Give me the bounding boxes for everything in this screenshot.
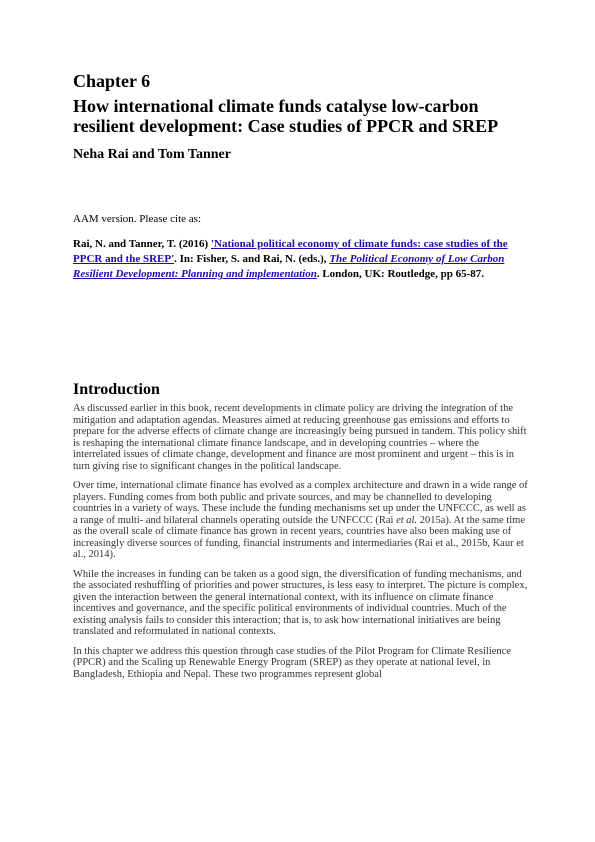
citation-suffix: . London, UK: Routledge, pp 65-87.: [316, 268, 485, 280]
et-al: et al.: [396, 514, 418, 526]
chapter-number: Chapter 6: [73, 71, 151, 91]
aam-note: AAM version. Please cite as:: [73, 213, 201, 225]
paragraph: [73, 480, 529, 561]
citation: [73, 237, 538, 282]
authors: Neha Rai and Tom Tanner: [73, 147, 231, 162]
citation-middle: . In: Fisher, S. and Rai, N. (eds.),: [174, 253, 330, 265]
book-citation-link[interactable]: The Political Economy of Low Carbon Resilient Development: Planning and implementation: [73, 253, 505, 280]
paragraph: In this chapter we address this question through case studies of the Pilot Program for Climate Resilience (PPCR) and the Scaling up Renewable Energy Program (SREP) as they operate at national level, in Bangladesh, Ethiopia and Nepal. These two programmes represent global: [73, 645, 511, 680]
introduction-body: [73, 403, 529, 688]
paragraph-text: Over time, international climate finance has evolved as a complex architecture and drawn in a wide range of players. Funding comes from both public and private sources, and may be channelled to developing countries in a variety of ways. These include the funding mechanisms set up under the UNFCCC, as well as a range of multi- and bilateral channels operating outside the UNFCCC (Rai: [73, 480, 528, 526]
paragraph: As discussed earlier in this book, recent developments in climate policy are driving the integration of the mitigation and adaptation agendas. Measures aimed at reducing greenhouse gas emissions and efforts to prepare for the adverse effects of climate change are increasingly being pursued in tandem. This policy shift is reshaping the international climate finance landscape, and in developing countries – where the interrelated issues of climate change, development and finance are most prominent and urgent – this is in turn giving rise to significant changes in the political landscape.: [73, 403, 527, 472]
chapter-citation-link[interactable]: 'National political economy of climate funds: case studies of the PPCR and the SREP': [73, 238, 508, 265]
citation-prefix: Rai, N. and Tanner, T. (2016): [73, 238, 211, 250]
paragraph-text: 2015a). At the same time as the overall scale of climate finance has grown in recent years, countries have also been making use of increasingly diverse sources of funding, financial instruments and intermediaries (Rai et al., 2015b, Kaur et al., 2014).: [73, 514, 525, 560]
introduction-heading: Introduction: [73, 381, 160, 398]
chapter-title: How international climate funds catalyse low-carbon resilient development: Case studies of PPCR and SREP: [73, 96, 499, 136]
paragraph: While the increases in funding can be taken as a good sign, the diversification of funding mechanisms, and the associated reshuffling of priorities and power structures, is less easy to interpret. The picture is complex, given the interaction between the general international context, with its influence on climate finance incentives and governance, and the specific political environments of individual countries. Much of the existing analysis fails to consider this interaction; that is, to ask how international initiatives are being translated and reformulated in national contexts.: [73, 568, 528, 637]
